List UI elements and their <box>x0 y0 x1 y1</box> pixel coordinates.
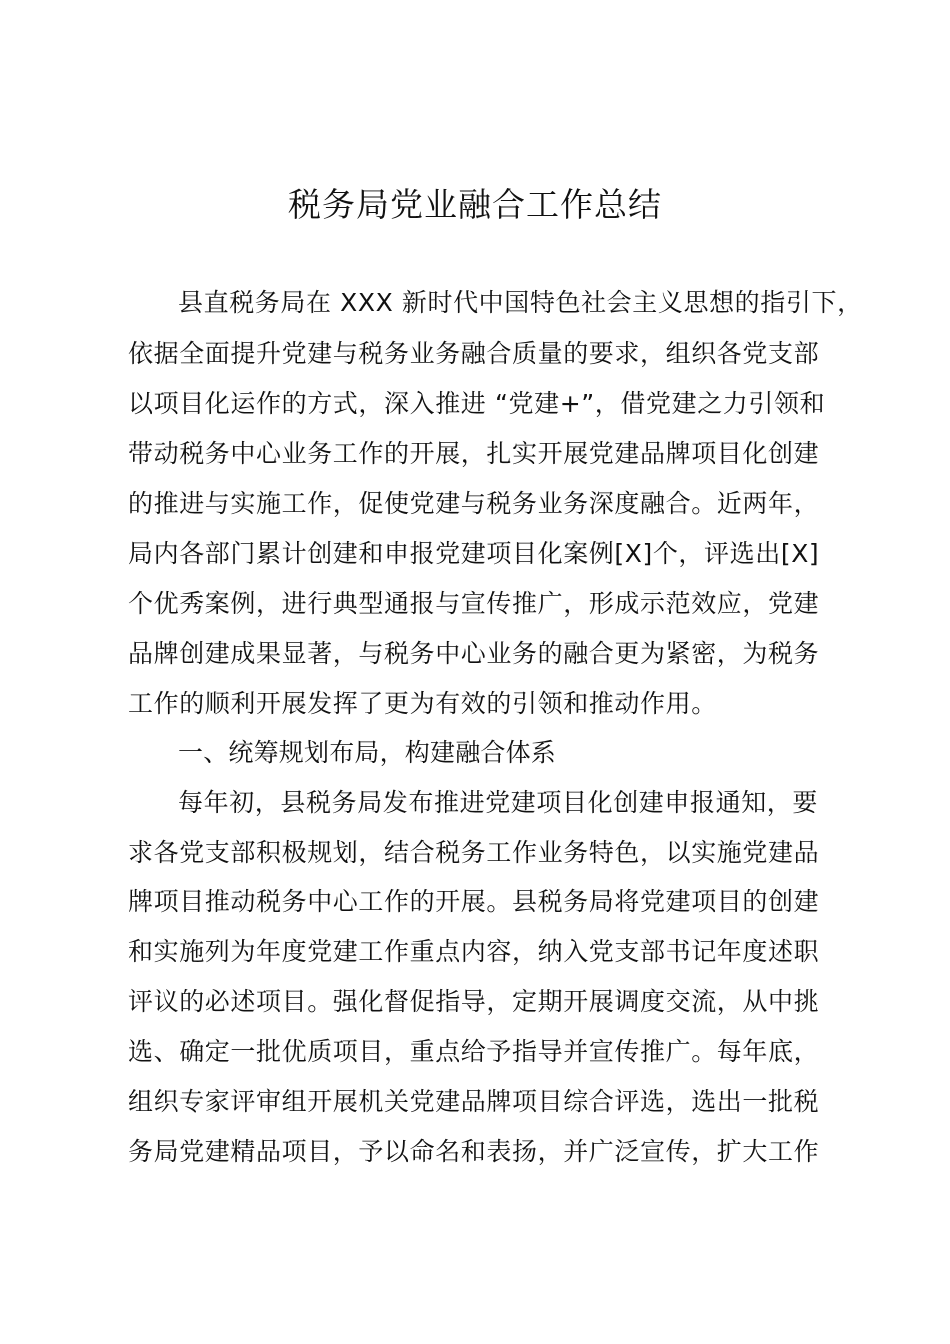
paragraph-line: 县直税务局在 XXX 新时代中国特色社会主义思想的指引下， <box>178 288 863 317</box>
paragraph-line: 的推进与实施工作，促使党建与税务业务深度融合。近两年， <box>128 489 820 518</box>
paragraph-line: 以项目化运作的方式，深入推进 “党建+”，借党建之力引领和 <box>128 389 826 418</box>
paragraph-line: 局内各部门累计创建和申报党建项目化案例[X]个，评选出[X] <box>128 539 820 568</box>
section-heading: 一、统筹规划布局，构建融合体系 <box>178 738 557 767</box>
paragraph-line: 求各党支部积极规划，结合税务工作业务特色，以实施党建品 <box>128 838 820 867</box>
paragraph-line: 评议的必述项目。强化督促指导，定期开展调度交流，从中挑 <box>128 987 820 1016</box>
paragraph-line: 牌项目推动税务中心工作的开展。县税务局将党建项目的创建 <box>128 887 820 916</box>
paragraph-line: 和实施列为年度党建工作重点内容，纳入党支部书记年度述职 <box>128 937 820 966</box>
paragraph-line: 品牌创建成果显著，与税务中心业务的融合更为紧密，为税务 <box>128 639 820 668</box>
paragraph-line: 组织专家评审组开展机关党建品牌项目综合评选，选出一批税 <box>128 1087 820 1116</box>
paragraph-line: 带动税务中心业务工作的开展，扎实开展党建品牌项目化创建 <box>128 439 820 468</box>
paragraph-line: 依据全面提升党建与税务业务融合质量的要求，组织各党支部 <box>128 339 820 368</box>
paragraph-line: 选、确定一批优质项目，重点给予指导并宣传推广。每年底， <box>128 1037 820 1066</box>
paragraph-line: 工作的顺利开展发挥了更为有效的引领和推动作用。 <box>128 689 717 718</box>
document-title: 税务局党业融合工作总结 <box>288 185 662 224</box>
paragraph-line: 每年初，县税务局发布推进党建项目化创建申报通知，要 <box>178 788 819 817</box>
paragraph-line: 务局党建精品项目，予以命名和表扬，并广泛宣传，扩大工作 <box>128 1137 820 1166</box>
paragraph-line: 个优秀案例，进行典型通报与宣传推广，形成示范效应，党建 <box>128 589 820 618</box>
